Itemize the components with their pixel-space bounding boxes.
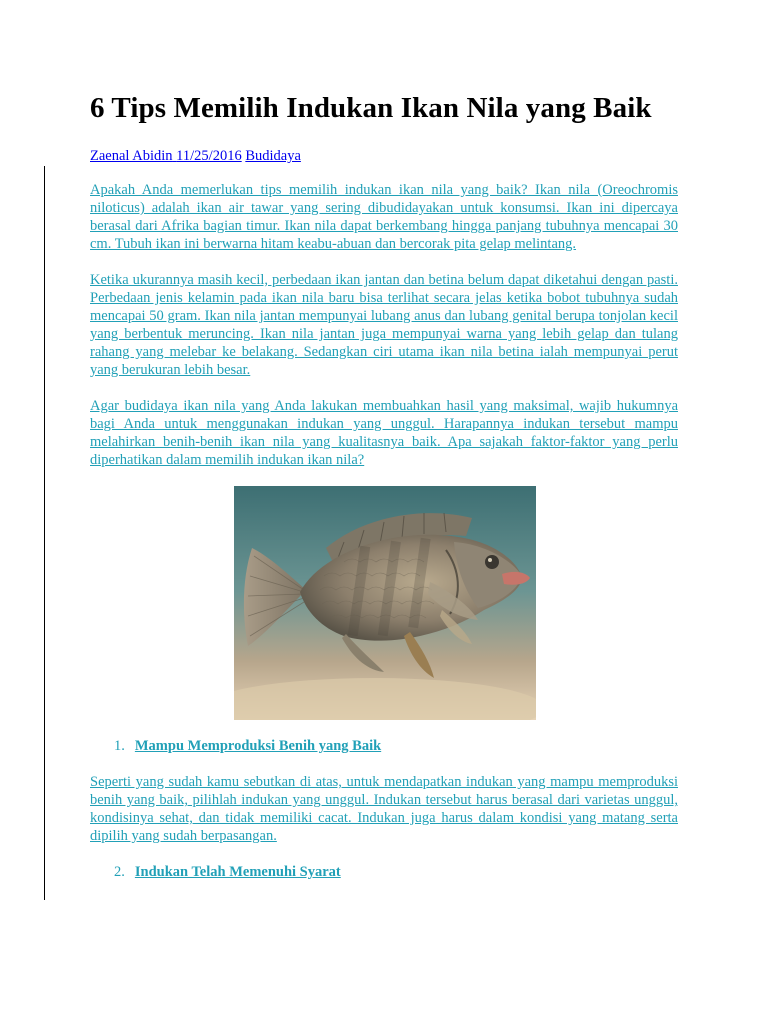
tilapia-fish-image [234, 486, 536, 720]
tip-2-number: 2. [114, 864, 125, 880]
tip-1-body[interactable]: Seperti yang sudah kamu sebutkan di atas, untuk mendapatkan indukan yang mampu memproduksi benih yang baik, pilihlah indukan yang unggul. Indukan tersebut harus berasal dari varietas unggul, kondisinya sehat, dan tidak memiliki cacat. Indukan juga harus dalam kondisi yang matang serta dipilih yang sudah berpasangan. [90, 774, 678, 844]
tip-1-number: 1. [114, 738, 125, 754]
intro-paragraph-3[interactable]: Agar budidaya ikan nila yang Anda lakukan membuahkan hasil yang maksimal, wajib hukumnya bagi Anda untuk menggunakan indukan yang unggul. Harapannya indukan tersebut mampu melahirkan benih-benih ikan nila yang kualitasnya baik. Apa sajakah faktor-faktor yang perlu diperhatikan dalam memilih indukan ikan nila? [90, 398, 678, 468]
byline [90, 148, 301, 165]
tip-2-title: Indukan Telah Memenuhi Syarat [134, 864, 341, 880]
tip-1-heading[interactable] [114, 738, 381, 755]
intro-paragraph-2[interactable]: Ketika ukurannya masih kecil, perbedaan ikan jantan dan betina belum dapat diketahui dengan pasti. Perbedaan jenis kelamin pada ikan nila baru bisa terlihat secara jelas ketika bobot tubuhnya sudah mencapai 50 gram. Ikan nila jantan mempunyai lubang anus dan lubang genital berupa tonjolan kecil yang berbentuk meruncing. Ikan nila jantan juga mempunyai warna yang lebih gelap dan tulang rahang yang melebar ke belakang. Sedangkan ciri utama ikan nila betina ialah mempunyai perut yang berukuran lebih besar. [90, 272, 678, 378]
category-link[interactable]: Budidaya [245, 148, 301, 164]
intro-paragraph-1[interactable]: Apakah Anda memerlukan tips memilih indukan ikan nila yang baik? Ikan nila (Oreochromis niloticus) adalah ikan air tawar yang sering dibudidayakan untuk konsumsi. Ikan ini dipercaya berasal dari Afrika bagian timur. Ikan nila dapat berkembang hingga panjang tubuhnya mencapai 30 cm. Tubuh ikan ini berwarna hitam keabu-abuan dan bercorak pita gelap melintang. [90, 182, 678, 252]
post-date: 11/25/2016 [176, 148, 242, 164]
author-name: Zaenal Abidin [90, 148, 173, 164]
margin-change-bar [44, 166, 45, 900]
tip-2-heading[interactable] [114, 864, 341, 881]
author-date-link[interactable] [90, 148, 242, 164]
article-title: 6 Tips Memilih Indukan Ikan Nila yang Baik [90, 92, 652, 124]
tip-1-title: Mampu Memproduksi Benih yang Baik [134, 738, 382, 754]
